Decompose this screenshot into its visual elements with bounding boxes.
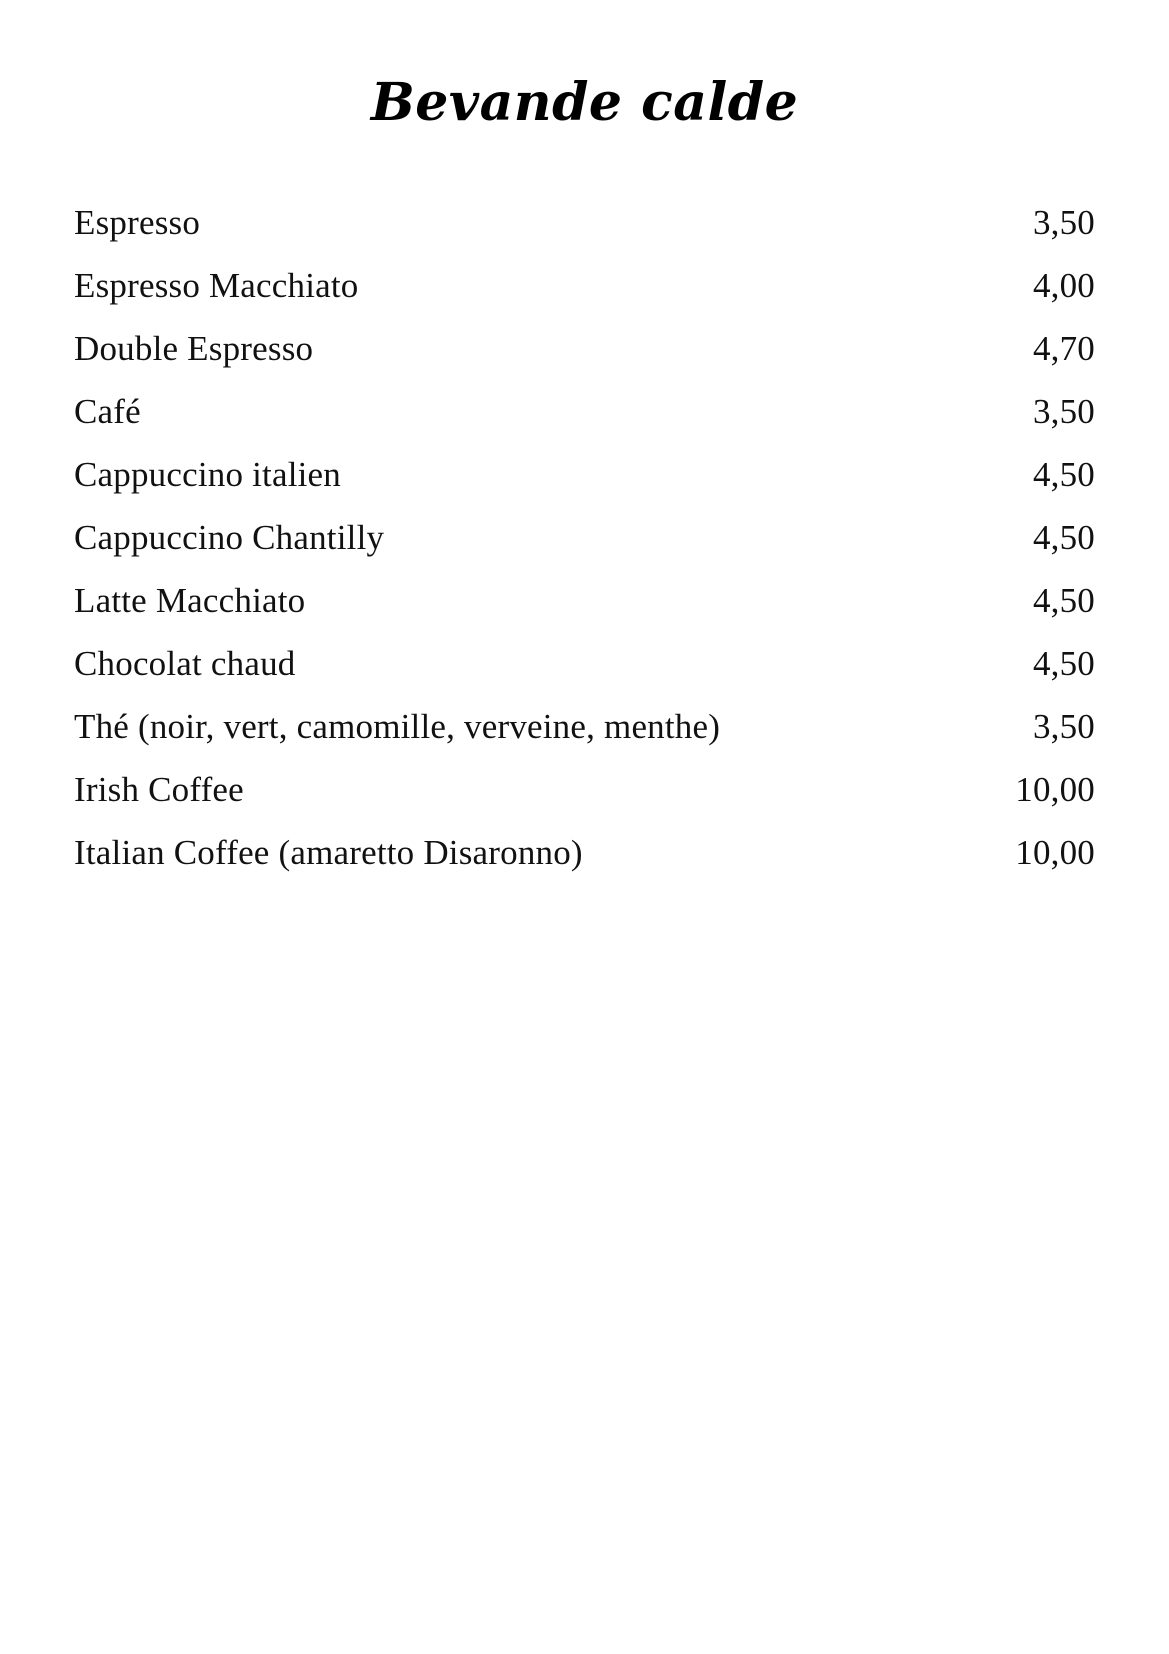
menu-item-price: 3,50 <box>1032 203 1095 242</box>
menu-item-name: Espresso <box>74 203 201 242</box>
page-title: Bevande calde <box>370 72 799 133</box>
menu-item-price: 10,00 <box>1015 770 1095 809</box>
menu-item-name: Latte Macchiato <box>74 581 306 620</box>
list-item <box>74 205 1095 268</box>
menu-item-name: Double Espresso <box>74 329 314 368</box>
menu-item-price: 4,70 <box>1032 329 1095 368</box>
list-item <box>74 268 1095 331</box>
menu-item-price: 4,50 <box>1032 644 1095 683</box>
list-item <box>74 583 1095 646</box>
list-item <box>74 709 1095 772</box>
list-item <box>74 835 1095 898</box>
menu-item-name: Café <box>74 392 141 431</box>
list-item <box>74 394 1095 457</box>
list-item <box>74 331 1095 394</box>
menu-item-name: Cappuccino Chantilly <box>74 518 385 557</box>
list-item <box>74 646 1095 709</box>
menu-item-price: 4,00 <box>1032 266 1095 305</box>
menu-item-price: 3,50 <box>1032 707 1095 746</box>
menu-item-name: Chocolat chaud <box>74 644 296 683</box>
menu-item-price: 3,50 <box>1032 392 1095 431</box>
menu-item-name: Cappuccino italien <box>74 455 341 494</box>
menu-item-name: Thé (noir, vert, camomille, verveine, menthe) <box>74 707 721 746</box>
menu-item-list <box>74 205 1095 898</box>
list-item <box>74 772 1095 835</box>
menu-item-price: 4,50 <box>1032 581 1095 620</box>
list-item <box>74 520 1095 583</box>
menu-item-name: Italian Coffee (amaretto Disaronno) <box>74 833 583 872</box>
list-item <box>74 457 1095 520</box>
menu-item-name: Espresso Macchiato <box>74 266 359 305</box>
menu-item-name: Irish Coffee <box>74 770 244 809</box>
menu-item-price: 10,00 <box>1015 833 1095 872</box>
menu-item-price: 4,50 <box>1032 455 1095 494</box>
menu-item-price: 4,50 <box>1032 518 1095 557</box>
